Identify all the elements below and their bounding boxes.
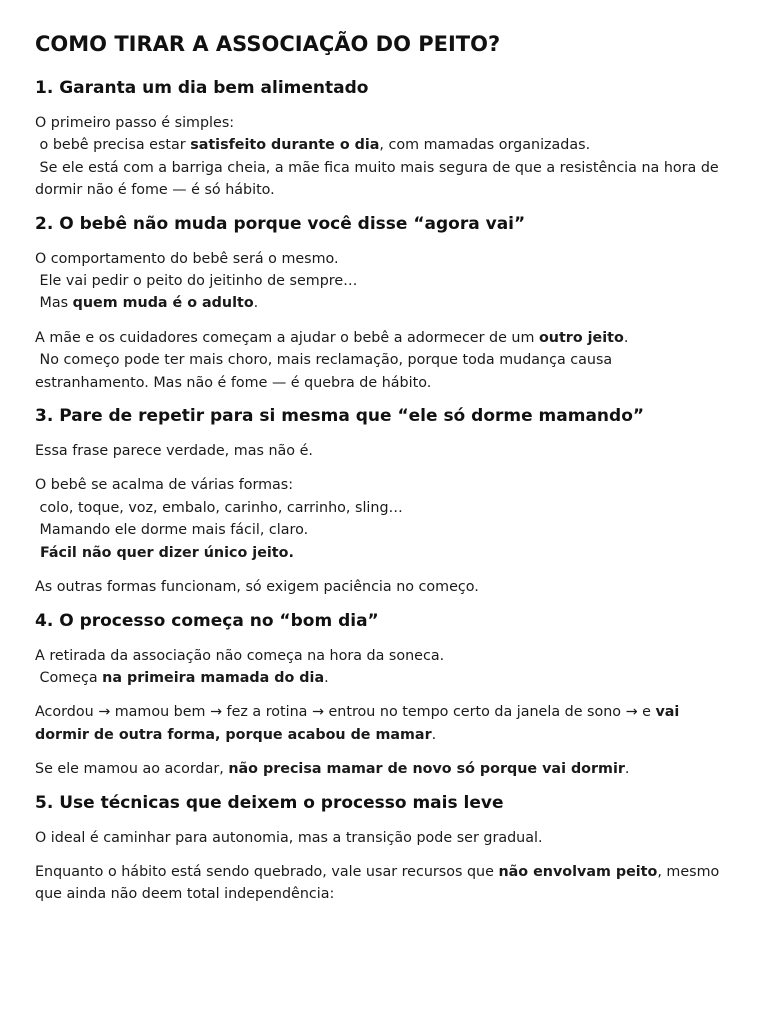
text-line xyxy=(35,667,728,689)
text-span: A mãe e os cuidadores começam a ajudar o bebê a adormecer de um xyxy=(35,329,539,346)
text-span: . xyxy=(253,295,259,312)
paragraph xyxy=(35,758,728,780)
paragraph xyxy=(35,474,728,564)
paragraph xyxy=(35,861,728,906)
text-span: , mesmo que ainda não deem total independência: xyxy=(35,863,720,903)
section-heading: 5. Use técnicas que deixem o processo mais leve xyxy=(35,792,504,813)
paragraph xyxy=(35,701,728,746)
paragraph xyxy=(35,645,728,690)
bold-text: vai dormir de outra forma, porque acabou de mamar xyxy=(35,704,680,743)
text-span: , com mamadas organizadas. xyxy=(379,137,591,154)
page-title: COMO TIRAR A ASSOCIAÇÃO DO PEITO? xyxy=(35,32,501,56)
text-span: Mas xyxy=(35,295,73,312)
text-line xyxy=(35,327,728,349)
text-span: . xyxy=(324,669,329,686)
paragraph: As outras formas funcionam, só exigem paciência no começo. xyxy=(35,579,479,596)
bold-text: não precisa mamar de novo só porque vai dormir xyxy=(228,761,625,778)
bold-text: Fácil não quer dizer único jeito. xyxy=(35,544,294,561)
text-span: Se ele mamou ao acordar, xyxy=(35,761,229,778)
text-line: No começo pode ter mais choro, mais reclamação, porque toda mudança causa estranhamento. Mas não é fome — é quebra de hábito. xyxy=(35,352,617,391)
text-span: . xyxy=(624,761,630,778)
text-span: Enquanto o hábito está sendo quebrado, vale usar recursos que xyxy=(35,863,499,880)
paragraph xyxy=(35,112,728,202)
bold-text: satisfeito durante o dia xyxy=(190,137,380,154)
text-line: Se ele está com a barriga cheia, a mãe fica muito mais segura de que a resistência na hora de dormir não é fome — é só hábito. xyxy=(35,159,724,199)
section-4 xyxy=(35,611,728,781)
section-heading: 2. O bebê não muda porque você disse “agora vai” xyxy=(35,213,526,234)
paragraph: Essa frase parece verdade, mas não é. xyxy=(35,443,313,460)
section-1 xyxy=(35,78,728,202)
bold-text: outro jeito xyxy=(538,329,624,346)
section-2 xyxy=(35,214,728,394)
text-span: o bebê precisa estar xyxy=(35,137,191,154)
text-line: colo, toque, voz, embalo, carinho, carrinho, sling… xyxy=(35,499,403,516)
section-heading: 4. O processo começa no “bom dia” xyxy=(35,610,379,631)
section-5 xyxy=(35,793,728,906)
section-heading: 1. Garanta um dia bem alimentado xyxy=(35,78,369,98)
text-line: Mamando ele dorme mais fácil, claro. xyxy=(35,522,309,539)
text-span: . xyxy=(431,726,437,743)
text-line: O comportamento do bebê será o mesmo. xyxy=(35,250,339,267)
text-line: O primeiro passo é simples: xyxy=(35,115,235,131)
text-line xyxy=(35,292,728,314)
section-3 xyxy=(35,406,728,598)
text-span: . xyxy=(623,329,629,346)
paragraph xyxy=(35,327,728,394)
text-line: O bebê se acalma de várias formas: xyxy=(35,477,294,494)
text-line xyxy=(35,134,728,156)
bold-text: quem muda é o adulto xyxy=(72,295,254,312)
text-line: Ele vai pedir o peito do jeitinho de sempre… xyxy=(35,273,358,290)
bold-text: não envolvam peito xyxy=(498,863,658,880)
paragraph: O ideal é caminhar para autonomia, mas a transição pode ser gradual. xyxy=(35,829,543,846)
paragraph xyxy=(35,248,728,315)
text-span: Acordou → mamou bem → fez a rotina → entrou no tempo certo da janela de sono → e xyxy=(35,704,656,721)
text-span: Começa xyxy=(35,669,103,686)
bold-text: na primeira mamada do dia xyxy=(102,669,325,686)
text-line: A retirada da associação não começa na hora da soneca. xyxy=(35,647,445,664)
section-heading: 3. Pare de repetir para si mesma que “ele só dorme mamando” xyxy=(35,406,645,427)
